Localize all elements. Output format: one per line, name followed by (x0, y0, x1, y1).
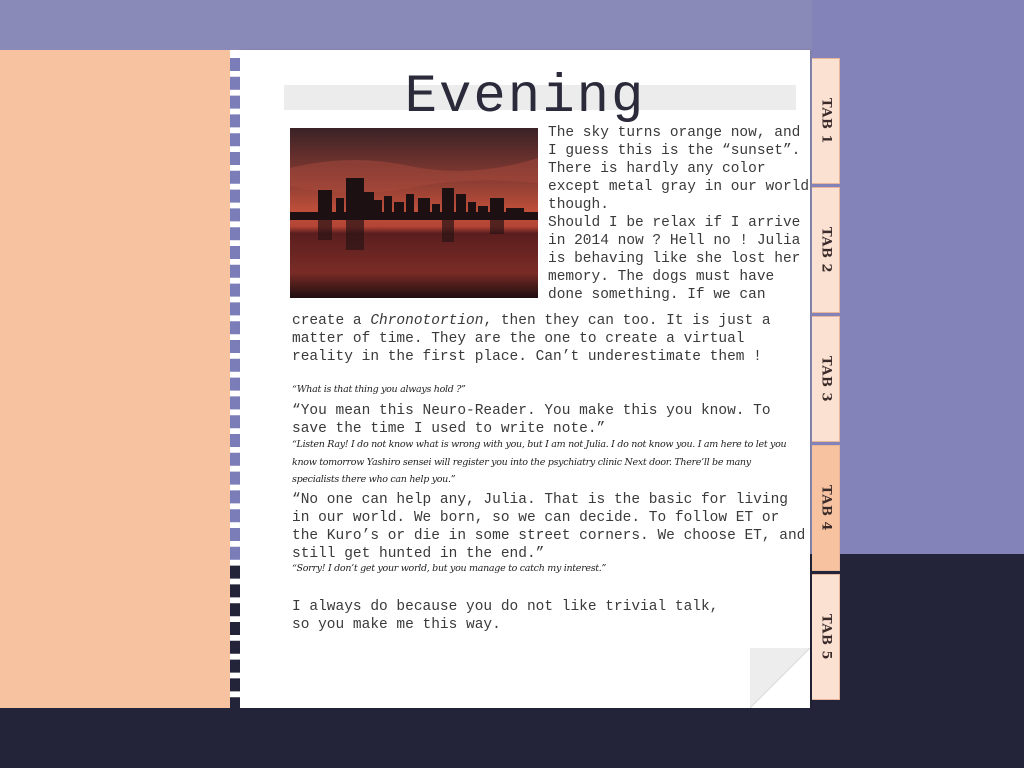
tab-2[interactable] (812, 187, 840, 313)
page-title: Evening (404, 67, 646, 128)
tab-4[interactable] (812, 445, 840, 571)
italic-line-2: “Listen Ray! I do not know what is wrong with you, but I am not Julia. I do not know you. I am here to let you know tomorrow Yashiro sensei will register you into the psychiatry clinic Next door. There’ll be many specialists there who can help you.” (292, 439, 787, 485)
italic-line-1: “What is that thing you always hold ?” (292, 384, 466, 395)
tab-1-label: TAB 1 (818, 97, 833, 145)
paragraph-full-emphasis: Chronotortion (370, 313, 484, 329)
tab-4-label: TAB 4 (818, 484, 833, 532)
closing-paragraph: I always do because you do not like trivial talk, so you make me this way. (292, 599, 719, 633)
quote-2: “No one can help any, Julia. That is the basic for living in our world. We born, so we can decide. To follow ET or the Kuro’s or die in some street corners. We choose ET, and still get hunted in the end.” (292, 492, 806, 562)
sunset-photo (290, 128, 538, 298)
page-curl (750, 648, 810, 708)
paragraph-full (292, 312, 798, 366)
tab-2-label: TAB 2 (818, 226, 833, 274)
left-cover-panel (0, 50, 232, 708)
tab-3-label: TAB 3 (818, 355, 833, 403)
quote-1: “You mean this Neuro-Reader. You make this you know. To save the time I used to write note.” (292, 403, 771, 437)
paragraph-full-before: create a (292, 313, 371, 329)
background-right-strip (812, 0, 1024, 554)
tab-5-label: TAB 5 (818, 613, 833, 661)
tab-3[interactable] (812, 316, 840, 442)
paragraph-full-after: , then they can too. It is just a matter of time. They are the one to create a virtual reality in the first place. Can’t underestimate them ! (292, 313, 771, 365)
tab-bar (812, 58, 842, 702)
paragraph-beside-photo: The sky turns orange now, and I guess this is the “sunset”. There is hardly any color except metal gray in our world though. Should I be relax if I arrive in 2014 now ? Hell no ! Julia is behaving like she lost her memory. The dogs must have done something. If we can (548, 125, 810, 303)
tab-5[interactable] (812, 574, 840, 700)
italic-line-3: “Sorry! I don’t get your world, but you manage to catch my interest.” (292, 563, 607, 574)
notebook-page (240, 50, 810, 708)
tab-1[interactable] (812, 58, 840, 184)
